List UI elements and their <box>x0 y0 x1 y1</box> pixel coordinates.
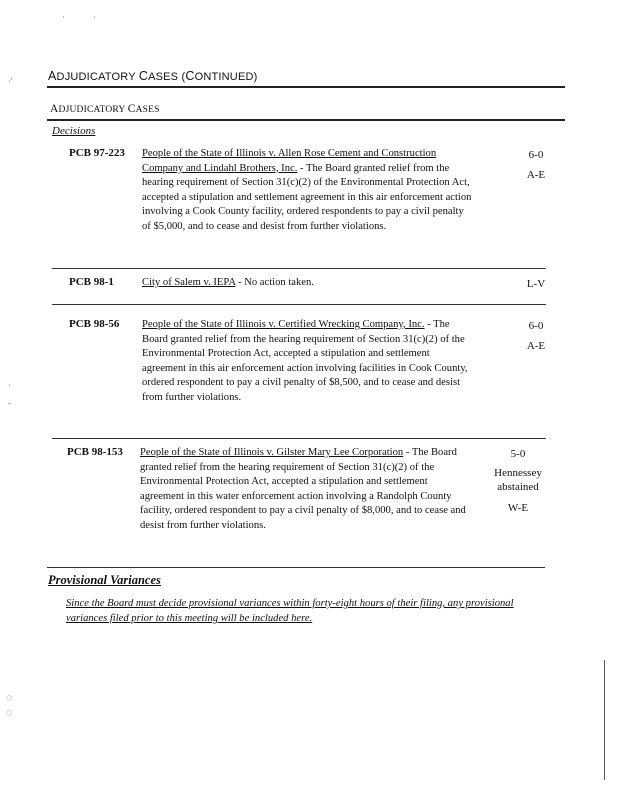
case-number: PCB 97-223 <box>69 147 125 159</box>
scan-edge-line <box>604 660 605 780</box>
subsection-rule <box>47 119 565 121</box>
case-number: PCB 98-56 <box>69 318 120 330</box>
case-parties: City of Salem v. IEPA <box>142 277 236 288</box>
scan-speck: ◌ <box>6 707 13 719</box>
case-vote: L-V <box>526 278 546 290</box>
section-rule <box>47 86 565 88</box>
scan-speck: · <box>62 12 65 22</box>
section-title: ADJUDICATORY CASES (CONTINUED) <box>48 69 258 83</box>
row-divider <box>52 268 546 269</box>
row-divider <box>52 304 546 305</box>
section-divider <box>47 567 545 568</box>
case-vote: 6-0 A-E <box>526 149 546 181</box>
decisions-heading: Decisions <box>52 125 96 137</box>
case-description: People of the State of Illinois v. Certified Wrecking Company, Inc. - The Board granted relief from the hearing requirement of Section 31(c)(2) of the Environmental Protection Act, accepted a stipulation and settlement agreement in this air enforcement action involving facilities in Cook County, ordered respondent to pay a civil penalty of $8,500, and to cease and desist from further violations. <box>142 319 468 403</box>
case-vote: 5-0 Hennessey abstained W-E <box>494 448 542 514</box>
scan-speck: · <box>93 12 96 22</box>
case-parties: People of the State of Illinois v. Gilster Mary Lee Corporation <box>140 447 404 458</box>
provisional-variances-text: Since the Board must decide provisional variances within forty-eight hours of their filing, any provisional variances filed prior to this meeting will be included here. <box>66 598 514 624</box>
case-description: People of the State of Illinois v. Gilster Mary Lee Corporation - The Board granted relief from the hearing requirement of Section 31(c)(2) of the Environmental Protection Act, accepted a stipulation and settlement agreement in this water enforcement action involving a Randolph County facility, ordered respondent to pay a civil penalty of $8,000, and to cease and desist from further violations. <box>140 447 466 531</box>
case-parties: People of the State of Illinois v. Allen Rose Cement and Construction Company and Lindahl Brothers, Inc. <box>142 148 437 174</box>
row-divider <box>52 438 546 439</box>
case-number: PCB 98-153 <box>67 446 123 458</box>
scan-speck: · <box>8 380 11 390</box>
provisional-variances-heading: Provisional Variances <box>48 573 161 587</box>
case-description: People of the State of Illinois v. Allen Rose Cement and Construction Company and Lindahl Brothers, Inc. - The Board granted relief from the hearing requirement of Section 31(c)(2) of the Environmental Protection Act, accepted a stipulation and settlement agreement in this air enforcement action involving a Cook County facility, ordered respondents to pay a civil penalty of $5,000, and to cease and desist from further violations. <box>142 148 472 232</box>
case-parties: People of the State of Illinois v. Certified Wrecking Company, Inc. <box>142 319 425 330</box>
scan-speck: ◌ <box>6 692 13 704</box>
subsection-title: ADJUDICATORY CASES <box>50 103 160 115</box>
scan-speck: - <box>8 398 11 408</box>
scan-speck: ·' <box>8 76 13 86</box>
case-vote: 6-0 A-E <box>526 320 546 352</box>
case-description: City of Salem v. IEPA - No action taken. <box>142 277 314 288</box>
case-number: PCB 98-1 <box>69 276 114 288</box>
